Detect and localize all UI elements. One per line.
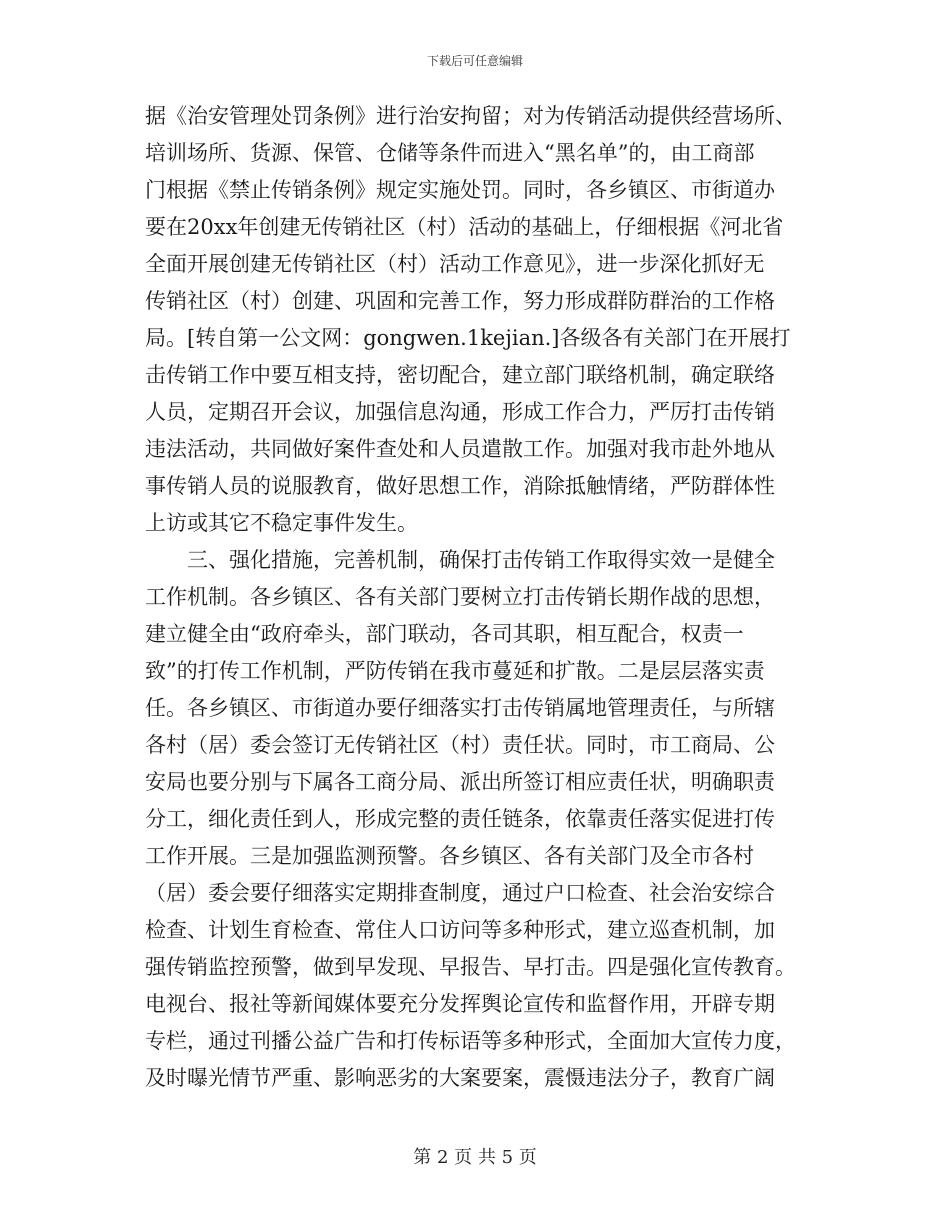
body-line: 传销社区（村）创建、巩固和完善工作，努力形成群防群治的工作格 <box>145 289 775 313</box>
page-number: 第 2 页 共 5 页 <box>413 1147 537 1168</box>
body-line: 事传销人员的说服教育，做好思想工作，消除抵触情绪，严防群体性 <box>145 474 775 498</box>
body-line: 检查、计划生育检查、常住人口访问等多种形式，建立巡查机制，加 <box>145 918 775 942</box>
body-line: 工作机制。各乡镇区、各有关部门要树立打击传销长期作战的思想， <box>145 585 775 609</box>
body-line: 建立健全由“政府牵头，部门联动，各司其职，相互配合，权责一 <box>145 622 744 646</box>
body-line: 及时曝光情节严重、影响恶劣的大案要案，震慑违法分子，教育广阔 <box>145 1066 775 1090</box>
body-line: 违法活动，共同做好案件查处和人员遣散工作。加强对我市赴外地从 <box>145 437 775 461</box>
body-line: 全面开展创建无传销社区（村）活动工作意见》，进一步深化抓好无 <box>145 252 765 276</box>
body-line: 各村（居）委会签订无传销社区（村）责任状。同时，市工商局、公 <box>145 733 775 757</box>
body-line: 三、强化措施，完善机制，确保打击传销工作取得实效一是健全 <box>145 548 775 572</box>
body-line: 局。[转自第一公文网：gongwen.1kejian.]各级各有关部门在开展打 <box>145 326 791 350</box>
body-line: 据《治安管理处罚条例》进行治安拘留；对为传销活动提供经营场所、 <box>145 104 796 128</box>
body-line: 击传销工作中要互相支持，密切配合，建立部门联络机制，确定联络 <box>145 363 775 387</box>
document-body <box>145 98 805 1097</box>
body-line: 电视台、报社等新闻媒体要充分发挥舆论宣传和监督作用，开辟专期 <box>145 992 775 1016</box>
body-line: 人员，定期召开会议，加强信息沟通，形成工作合力，严厉打击传销 <box>145 400 775 424</box>
page-header: 下载后可任意编辑 <box>426 54 523 68</box>
body-line: 培训场所、货源、保管、仓储等条件而进入“黑名单”的，由工商部 <box>145 141 755 165</box>
body-line: 分工，细化责任到人，形成完整的责任链条，依靠责任落实促进打传 <box>145 807 775 831</box>
body-line: 专栏，通过刊播公益广告和打传标语等多种形式，全面加大宣传力度， <box>145 1029 796 1053</box>
body-line: 强传销监控预警，做到早发现、早报告、早打击。四是强化宣传教育。 <box>145 955 796 979</box>
body-line: 上访或其它不稳定事件发生。 <box>145 511 418 535</box>
body-line: 要在20xx年创建无传销社区（村）活动的基础上，仔细根据《河北省 <box>145 215 784 239</box>
body-line: 安局也要分别与下属各工商分局、派出所签订相应责任状，明确职责 <box>145 770 775 794</box>
body-line: 工作开展。三是加强监测预警。各乡镇区、各有关部门及全市各村 <box>145 844 754 868</box>
body-line: 致”的打传工作机制，严防传销在我市蔓延和扩散。二是层层落实责 <box>145 659 765 683</box>
body-line: （居）委会要仔细落实定期排查制度，通过户口检查、社会治安综合 <box>145 881 775 905</box>
body-line: 门根据《禁止传销条例》规定实施处罚。同时，各乡镇区、市街道办 <box>145 178 775 202</box>
body-line: 任。各乡镇区、市街道办要仔细落实打击传销属地管理责任，与所辖 <box>145 696 775 720</box>
